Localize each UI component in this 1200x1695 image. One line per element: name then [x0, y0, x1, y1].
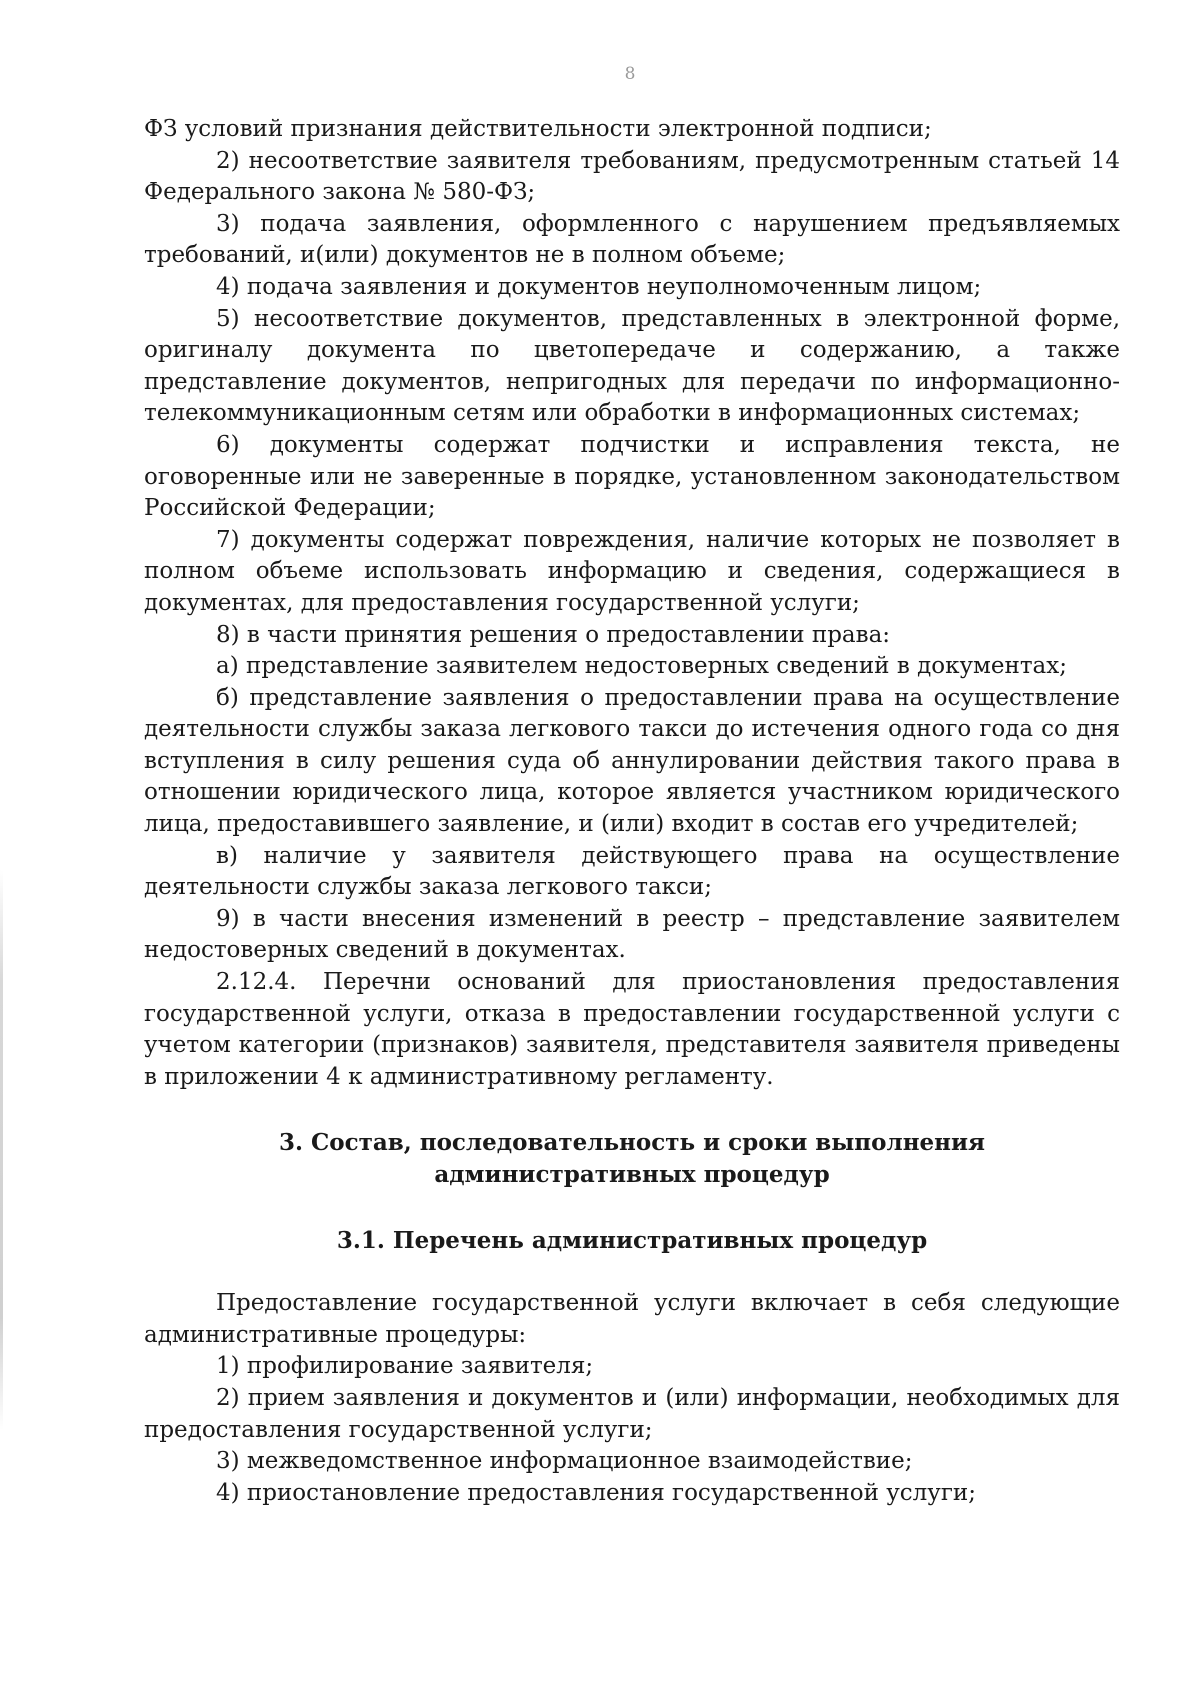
list-item-2: 2) несоответствие заявителя требованиям, предусмотренным статьей 14 Федерального закона № 580-ФЗ; — [144, 147, 1120, 206]
scan-edge-shadow — [0, 870, 3, 1430]
intro-paragraph: Предоставление государственной услуги включает в себя следующие административные процедуры: — [144, 1290, 1120, 1348]
list-item-8a: а) представление заявителем недостоверных сведений в документах; — [216, 653, 1067, 680]
list-item-8b: б) представление заявления о предоставлении права на осуществление деятельности службы заказа легкового такси до истечения одного года со дня вступления в силу решения суда об аннулировании действия такого права в отношении юридического лица, которое является участником юридического лица, предоставившего заявление, и (или) входит в состав его учредителей; — [144, 684, 1120, 838]
paragraph: ФЗ условий признания действительности электронной подписи; — [144, 116, 932, 142]
procedure-item-3: 3) межведомственное информационное взаимодействие; — [216, 1448, 913, 1475]
list-item-4: 4) подача заявления и документов неуполномоченным лицом; — [216, 273, 982, 300]
section-heading — [144, 1127, 1120, 1190]
procedure-item-2: 2) прием заявления и документов и (или) информации, необходимых для предоставления государственной услуги; — [144, 1384, 1120, 1443]
list-item-7: 7) документы содержат повреждения, наличие которых не позволяет в полном объеме использовать информацию и сведения, содержащиеся в документах, для предоставления государственной услуги; — [144, 526, 1120, 616]
list-item-9: 9) в части внесения изменений в реестр – представление заявителем недостоверных сведений в документах. — [144, 905, 1120, 964]
procedure-item-1: 1) профилирование заявителя; — [216, 1353, 594, 1380]
list-item-8v: в) наличие у заявителя действующего права на осуществление деятельности службы заказа легкового такси; — [144, 842, 1120, 901]
page-number: 8 — [624, 64, 636, 84]
subsection-heading: 3.1. Перечень административных процедур — [336, 1226, 928, 1254]
clause-2-12-4: 2.12.4. Перечни оснований для приостановления предоставления государственной услуги, отказа в предоставлении государственной услуги с учетом категории (признаков) заявителя, представителя заявителя приведены в приложении 4 к административному регламенту. — [144, 969, 1120, 1090]
list-item-5: 5) несоответствие документов, представленных в электронной форме, оригиналу документа по цветопередаче и содержанию, а также представление документов, непригодных для передачи по информационно-телекоммуникационным сетям или обработки в информационных системах; — [144, 305, 1120, 427]
section-heading-line2: административных процедур — [434, 1161, 830, 1188]
list-item-6: 6) документы содержат подчистки и исправления текста, не оговоренные или не заверенные в порядке, установленном законодательством Российской Федерации; — [144, 431, 1120, 522]
document-body — [144, 114, 1120, 1509]
procedure-item-4: 4) приостановление предоставления государственной услуги; — [216, 1479, 976, 1506]
section-heading-line1: 3. Состав, последовательность и сроки выполнения — [278, 1129, 986, 1157]
list-item-3: 3) подача заявления, оформленного с нарушением предъявляемых требований, и(или) документов не в полном объеме; — [144, 210, 1120, 269]
list-item-8: 8) в части принятия решения о предоставлении права: — [216, 621, 891, 648]
